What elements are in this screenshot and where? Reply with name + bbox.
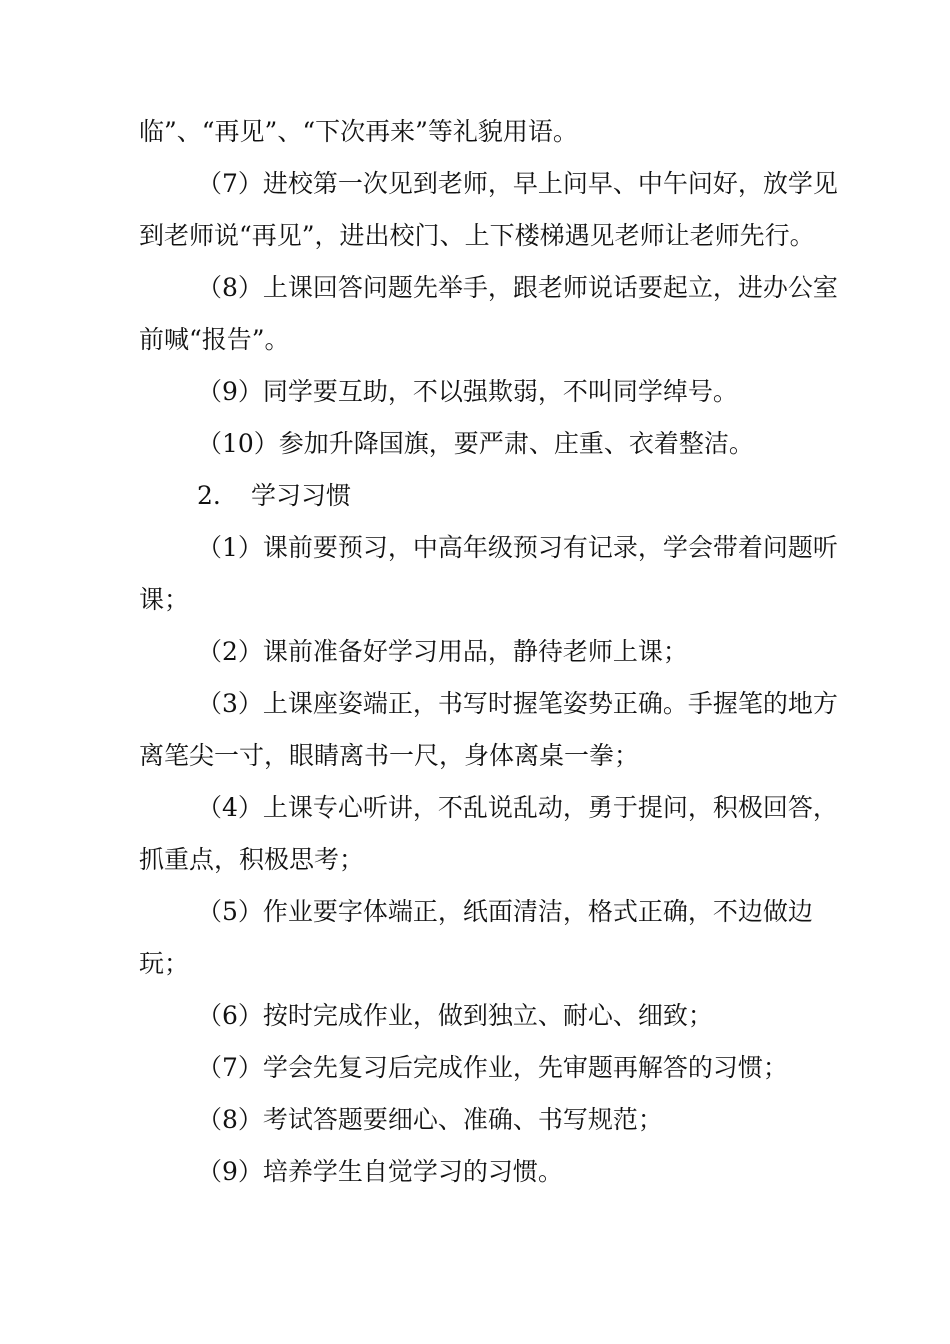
paragraph-study-7: （7）学会先复习后完成作业，先审题再解答的习惯； bbox=[197, 1053, 788, 1082]
paragraph-item-7-greeting: （7）进校第一次见到老师，早上问早、中午问好，放学见到老师说“再见”，进出校门、上下楼梯遇见老师让老师先行。 bbox=[139, 169, 838, 250]
section-number: 2. bbox=[197, 481, 221, 510]
paragraph-study-3: （3）上课座姿端正，书写时握笔姿势正确。手握笔的地方离笔尖一寸，眼睛离书一尺，身体离桌一拳； bbox=[139, 689, 838, 770]
paragraph-study-1: （1）课前要预习，中高年级预习有记录，学会带着问题听课； bbox=[139, 533, 838, 614]
paragraph-item-9-classmates: （9）同学要互助，不以强欺弱，不叫同学绰号。 bbox=[197, 377, 738, 406]
section-heading-study-habits bbox=[139, 470, 839, 522]
paragraph-study-9: （9）培养学生自觉学习的习惯。 bbox=[197, 1157, 563, 1186]
paragraph-study-8: （8）考试答题要细心、准确、书写规范； bbox=[197, 1105, 663, 1134]
paragraph-study-6: （6）按时完成作业，做到独立、耐心、细致； bbox=[197, 1001, 713, 1030]
paragraph-item-8-class: （8）上课回答问题先举手，跟老师说话要起立，进办公室前喊“报告”。 bbox=[139, 273, 838, 354]
section-title: 学习习惯 bbox=[251, 481, 352, 510]
document-body bbox=[139, 106, 839, 1198]
paragraph-study-5: （5）作业要字体端正，纸面清洁，格式正确，不边做边玩； bbox=[139, 897, 813, 978]
paragraph-study-2: （2）课前准备好学习用品，静待老师上课； bbox=[197, 637, 688, 666]
paragraph-item-10-flag: （10）参加升降国旗，要严肃、庄重、衣着整洁。 bbox=[197, 429, 754, 458]
paragraph-study-4: （4）上课专心听讲，不乱说乱动，勇于提问，积极回答，抓重点，积极思考； bbox=[139, 793, 838, 874]
paragraph-continuation: 临”、“再见”、“下次再来”等礼貌用语。 bbox=[139, 117, 578, 146]
